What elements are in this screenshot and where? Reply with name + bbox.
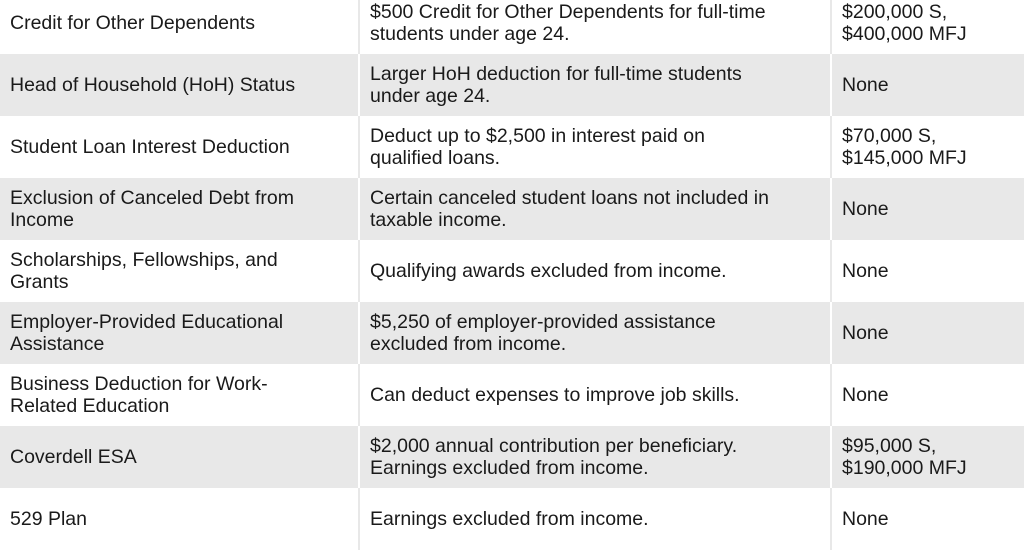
benefit-name: Credit for Other Dependents	[10, 12, 255, 34]
table-row	[0, 488, 1024, 550]
limit-cell	[830, 178, 1024, 240]
benefit-cell	[0, 240, 358, 302]
income-limit: None	[842, 508, 889, 530]
benefit-cell	[0, 302, 358, 364]
benefit-description: Certain canceled student loans not included in taxable income.	[370, 187, 769, 231]
benefit-description: $2,000 annual contribution per beneficiary. Earnings excluded from income.	[370, 435, 738, 479]
income-limit: None	[842, 260, 889, 282]
income-limit: $70,000 S, $145,000 MFJ	[842, 125, 967, 169]
description-cell	[358, 178, 830, 240]
benefit-cell	[0, 426, 358, 488]
limit-cell	[830, 364, 1024, 426]
description-cell	[358, 54, 830, 116]
benefit-cell	[0, 364, 358, 426]
benefit-name: Employer-Provided Educational Assistance	[10, 311, 284, 355]
benefit-name: Head of Household (HoH) Status	[10, 74, 296, 96]
description-cell	[358, 240, 830, 302]
income-limit: None	[842, 384, 889, 406]
limit-cell	[830, 426, 1024, 488]
benefit-description: $5,250 of employer-provided assistance excluded from income.	[370, 311, 716, 355]
limit-cell	[830, 116, 1024, 178]
benefit-cell	[0, 0, 358, 54]
table-row	[0, 364, 1024, 426]
table-row	[0, 54, 1024, 116]
table-row	[0, 240, 1024, 302]
limit-cell	[830, 54, 1024, 116]
benefit-name: Exclusion of Canceled Debt from Income	[10, 187, 294, 231]
benefit-cell	[0, 488, 358, 550]
limit-cell	[830, 0, 1024, 54]
limit-cell	[830, 240, 1024, 302]
table-row	[0, 116, 1024, 178]
benefit-description: Deduct up to $2,500 in interest paid on qualified loans.	[370, 125, 705, 169]
table-row	[0, 178, 1024, 240]
benefit-description: Larger HoH deduction for full-time students under age 24.	[370, 63, 742, 107]
income-limit: $95,000 S, $190,000 MFJ	[842, 435, 967, 479]
limit-cell	[830, 302, 1024, 364]
benefit-description: $500 Credit for Other Dependents for full-time students under age 24.	[370, 1, 766, 45]
income-limit: None	[842, 322, 889, 344]
table-row	[0, 302, 1024, 364]
description-cell	[358, 0, 830, 54]
benefit-cell	[0, 116, 358, 178]
description-cell	[358, 426, 830, 488]
benefit-description: Can deduct expenses to improve job skills.	[370, 384, 740, 406]
benefit-cell	[0, 178, 358, 240]
description-cell	[358, 302, 830, 364]
description-cell	[358, 116, 830, 178]
benefit-name: Student Loan Interest Deduction	[10, 136, 290, 158]
description-cell	[358, 488, 830, 550]
benefit-name: 529 Plan	[10, 508, 87, 530]
table-row	[0, 426, 1024, 488]
income-limit: $200,000 S, $400,000 MFJ	[842, 1, 967, 45]
table-row	[0, 0, 1024, 54]
description-cell	[358, 364, 830, 426]
benefit-name: Business Deduction for Work- Related Education	[10, 373, 268, 417]
benefit-name: Scholarships, Fellowships, and Grants	[10, 249, 278, 293]
benefit-name: Coverdell ESA	[10, 446, 137, 468]
limit-cell	[830, 488, 1024, 550]
income-limit: None	[842, 74, 889, 96]
benefit-cell	[0, 54, 358, 116]
income-limit: None	[842, 198, 889, 220]
benefit-description: Earnings excluded from income.	[370, 508, 649, 530]
benefit-description: Qualifying awards excluded from income.	[370, 260, 727, 282]
